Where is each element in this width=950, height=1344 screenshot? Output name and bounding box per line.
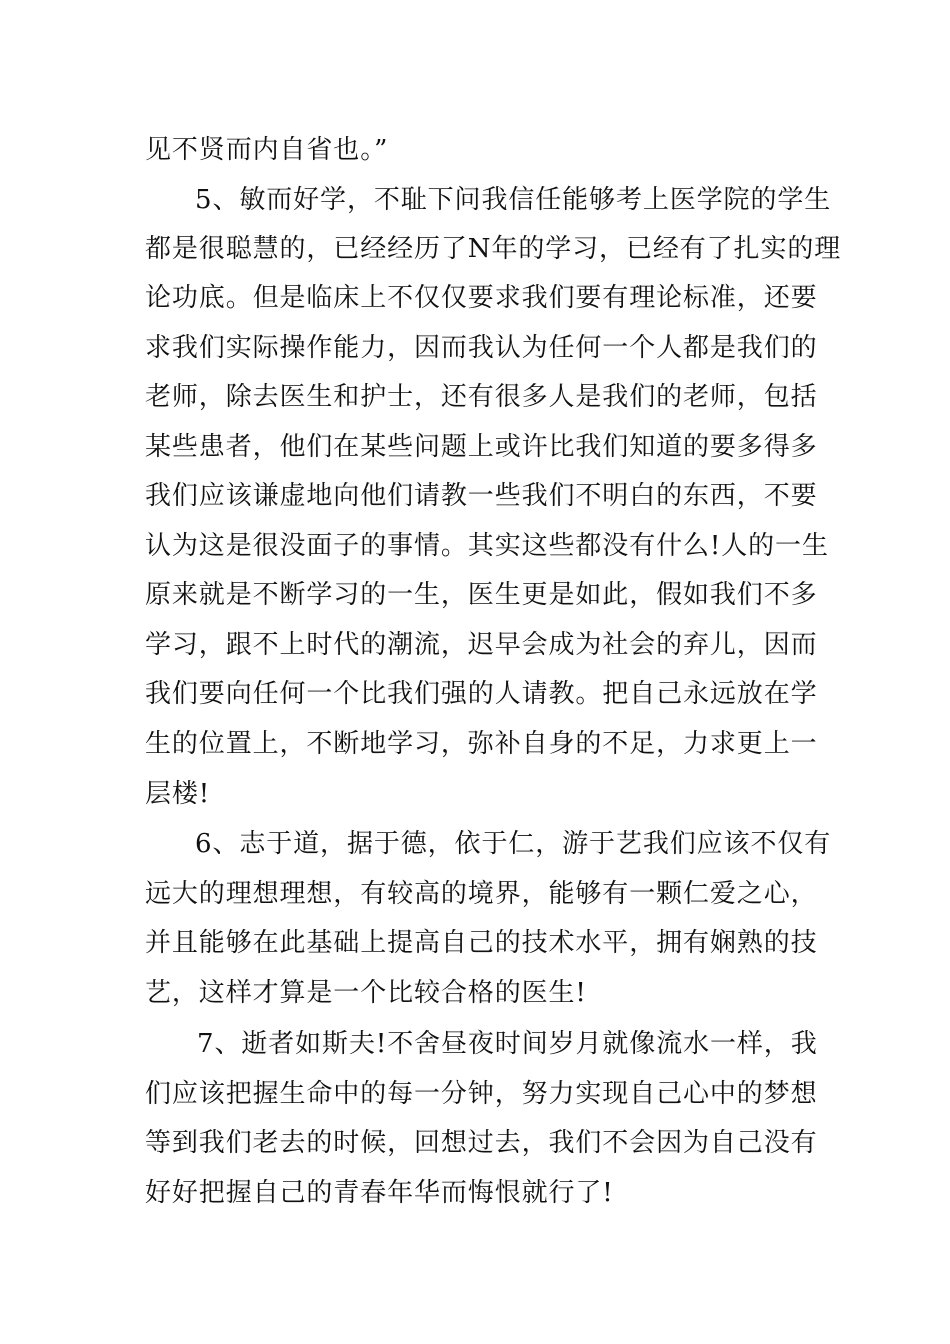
text-line: 认为这是很没面子的事情。其实这些都没有什么!人的一生 xyxy=(145,531,829,561)
text-line: 我们应该谦虚地向他们请教一些我们不明白的东西，不要 xyxy=(145,481,818,511)
text-line: 求我们实际操作能力，因而我认为任何一个人都是我们的 xyxy=(145,333,818,363)
text-line: 等到我们老去的时候，回想过去，我们不会因为自己没有 xyxy=(145,1128,818,1158)
text-line: 老师，除去医生和护士，还有很多人是我们的老师，包括 xyxy=(145,382,818,412)
text-line: 艺，这样才算是一个比较合格的医生! xyxy=(145,978,587,1008)
text-line: 我们要向任何一个比我们强的人请教。把自己永远放在学 xyxy=(145,679,818,709)
paragraph-6-first-line: 6、志于道，据于德，依于仁，游于艺我们应该不仅有 xyxy=(195,829,832,859)
paragraph-5-first-line: 5、敏而好学，不耻下问我信任能够考上医学院的学生 xyxy=(195,185,832,215)
text-line: 论功底。但是临床上不仅仅要求我们要有理论标准，还要 xyxy=(145,283,818,313)
text-line: 见不贤而内自省也。” xyxy=(145,135,389,165)
text-line: 原来就是不断学习的一生，医生更是如此，假如我们不多 xyxy=(145,580,818,610)
text-line: 好好把握自己的青春年华而悔恨就行了! xyxy=(145,1178,614,1208)
text-line: 层楼! xyxy=(145,779,211,809)
paragraph-7-first-line: 7、逝者如斯夫!不舍昼夜时间岁月就像流水一样，我 xyxy=(197,1029,818,1059)
text-line: 某些患者，他们在某些问题上或许比我们知道的要多得多 xyxy=(145,432,818,462)
text-line: 生的位置上，不断地学习，弥补自身的不足，力求更上一 xyxy=(145,729,818,759)
text-line: 远大的理想理想，有较高的境界，能够有一颗仁爱之心， xyxy=(145,879,818,909)
text-line: 并且能够在此基础上提高自己的技术水平，拥有娴熟的技 xyxy=(145,928,818,958)
text-line: 都是很聪慧的，已经经历了N年的学习，已经有了扎实的理 xyxy=(145,234,842,264)
text-line: 学习，跟不上时代的潮流，迟早会成为社会的弃儿，因而 xyxy=(145,630,818,660)
text-line: 们应该把握生命中的每一分钟，努力实现自己心中的梦想 xyxy=(145,1079,818,1109)
